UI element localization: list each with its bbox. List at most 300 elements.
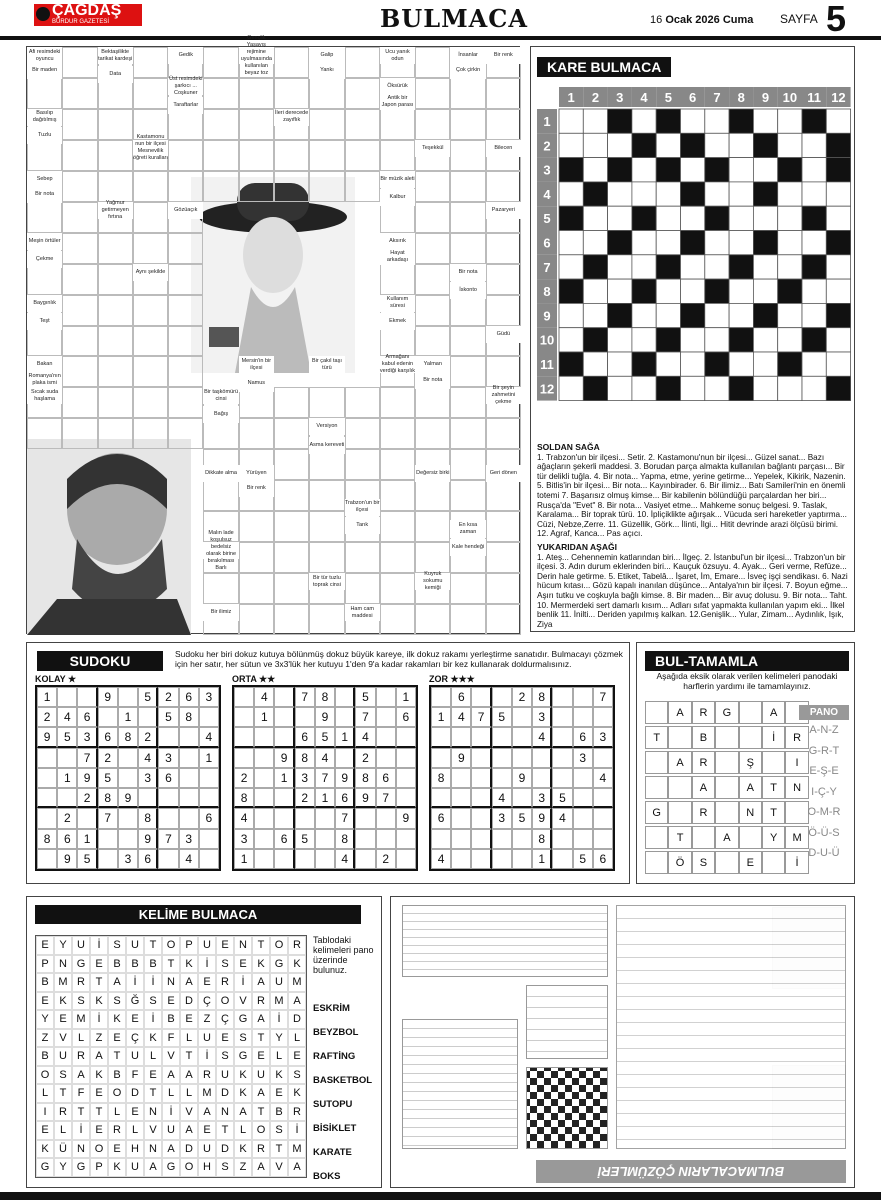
kare-cell[interactable] bbox=[705, 255, 729, 279]
sudoku-cell[interactable] bbox=[57, 788, 77, 808]
crossword-cell[interactable] bbox=[380, 387, 415, 418]
sudoku-cell[interactable]: 2 bbox=[37, 707, 57, 727]
bul-tamamla-cell[interactable]: İ bbox=[785, 851, 808, 874]
crossword-cell[interactable] bbox=[133, 47, 168, 78]
kelime-letter-cell[interactable]: K bbox=[234, 1084, 252, 1103]
crossword-cell[interactable] bbox=[133, 233, 168, 264]
kelime-letter-cell[interactable]: D bbox=[288, 1010, 306, 1029]
crossword-cell[interactable] bbox=[450, 356, 485, 387]
kelime-letter-cell[interactable]: T bbox=[144, 936, 162, 955]
sudoku-cell[interactable]: 4 bbox=[552, 808, 572, 828]
kare-cell[interactable] bbox=[656, 352, 680, 376]
crossword-cell[interactable] bbox=[239, 573, 274, 604]
kelime-letter-cell[interactable]: N bbox=[72, 1140, 90, 1159]
kelime-letter-cell[interactable]: N bbox=[162, 973, 180, 992]
kelime-letter-cell[interactable]: K bbox=[234, 1066, 252, 1085]
crossword-cell[interactable] bbox=[98, 233, 133, 264]
kelime-letter-cell[interactable]: T bbox=[162, 955, 180, 974]
kelime-letter-cell[interactable]: S bbox=[144, 992, 162, 1011]
sudoku-cell[interactable] bbox=[492, 727, 512, 747]
crossword-cell[interactable] bbox=[274, 449, 309, 480]
kelime-letter-cell[interactable]: H bbox=[198, 1158, 216, 1177]
crossword-cell[interactable] bbox=[203, 480, 238, 511]
sudoku-cell[interactable] bbox=[471, 829, 491, 849]
sudoku-cell[interactable]: 5 bbox=[77, 849, 97, 869]
sudoku-cell[interactable]: 9 bbox=[315, 707, 335, 727]
crossword-cell[interactable] bbox=[450, 387, 485, 418]
sudoku-cell[interactable] bbox=[396, 829, 416, 849]
kelime-letter-cell[interactable]: T bbox=[252, 1029, 270, 1048]
crossword-cell[interactable] bbox=[450, 109, 485, 140]
sudoku-cell[interactable] bbox=[593, 829, 613, 849]
kelime-letter-cell[interactable]: K bbox=[288, 1084, 306, 1103]
sudoku-cell[interactable]: 5 bbox=[98, 768, 118, 788]
sudoku-cell[interactable]: 3 bbox=[138, 768, 158, 788]
kelime-letter-cell[interactable]: V bbox=[234, 992, 252, 1011]
kare-cell[interactable] bbox=[656, 182, 680, 206]
sudoku-cell[interactable] bbox=[376, 748, 396, 768]
crossword-cell[interactable] bbox=[274, 418, 309, 449]
kare-cell[interactable] bbox=[608, 376, 632, 400]
crossword-cell[interactable] bbox=[133, 171, 168, 202]
sudoku-cell[interactable] bbox=[254, 768, 274, 788]
bul-tamamla-cell[interactable]: E bbox=[739, 851, 762, 874]
kelime-letter-cell[interactable]: U bbox=[126, 1158, 144, 1177]
kare-cell[interactable] bbox=[778, 328, 802, 352]
kelime-letter-cell[interactable]: O bbox=[108, 1084, 126, 1103]
kelime-letter-cell[interactable]: B bbox=[36, 973, 54, 992]
sudoku-cell[interactable]: 6 bbox=[98, 727, 118, 747]
sudoku-cell[interactable]: 7 bbox=[295, 687, 315, 707]
kelime-letter-cell[interactable]: İ bbox=[90, 936, 108, 955]
kelime-letter-cell[interactable]: B bbox=[108, 1066, 126, 1085]
bul-tamamla-cell[interactable]: A bbox=[739, 776, 762, 799]
kelime-letter-cell[interactable]: T bbox=[90, 1103, 108, 1122]
sudoku-cell[interactable] bbox=[199, 768, 219, 788]
sudoku-cell[interactable]: 1 bbox=[37, 687, 57, 707]
sudoku-cell[interactable] bbox=[471, 748, 491, 768]
sudoku-cell[interactable]: 1 bbox=[431, 707, 451, 727]
bul-tamamla-cell[interactable]: S bbox=[692, 851, 715, 874]
kelime-letter-cell[interactable]: İ bbox=[270, 1010, 288, 1029]
sudoku-cell[interactable] bbox=[376, 687, 396, 707]
kelime-letter-cell[interactable]: B bbox=[144, 955, 162, 974]
crossword-cell[interactable] bbox=[27, 264, 62, 295]
kare-cell[interactable] bbox=[681, 158, 705, 182]
kelime-letter-cell[interactable]: A bbox=[288, 1158, 306, 1177]
kelime-letter-cell[interactable]: U bbox=[216, 1066, 234, 1085]
kelime-letter-cell[interactable]: Ç bbox=[198, 992, 216, 1011]
crossword-cell[interactable] bbox=[98, 171, 133, 202]
sudoku-cell[interactable]: 3 bbox=[593, 727, 613, 747]
crossword-cell[interactable] bbox=[27, 326, 62, 357]
kare-cell[interactable] bbox=[681, 206, 705, 230]
crossword-cell[interactable] bbox=[345, 418, 380, 449]
kelime-letter-cell[interactable]: R bbox=[252, 1140, 270, 1159]
crossword-cell[interactable] bbox=[486, 233, 521, 264]
sudoku-cell[interactable] bbox=[98, 829, 118, 849]
sudoku-cell[interactable]: 9 bbox=[77, 768, 97, 788]
crossword-cell[interactable] bbox=[415, 418, 450, 449]
kare-cell[interactable] bbox=[656, 303, 680, 327]
bul-tamamla-cell[interactable]: A bbox=[692, 776, 715, 799]
kelime-letter-cell[interactable]: E bbox=[216, 1029, 234, 1048]
sudoku-cell[interactable]: 2 bbox=[512, 687, 532, 707]
kelime-letter-cell[interactable]: T bbox=[180, 1047, 198, 1066]
sudoku-cell[interactable]: 7 bbox=[376, 788, 396, 808]
kelime-letter-cell[interactable]: G bbox=[270, 955, 288, 974]
sudoku-cell[interactable]: 6 bbox=[158, 768, 178, 788]
kelime-letter-cell[interactable]: R bbox=[216, 973, 234, 992]
bul-tamamla-cell[interactable]: N bbox=[785, 776, 808, 799]
sudoku-cell[interactable]: 5 bbox=[315, 727, 335, 747]
kelime-letter-cell[interactable]: M bbox=[72, 1010, 90, 1029]
crossword-cell[interactable] bbox=[168, 233, 203, 264]
crossword-cell[interactable] bbox=[486, 295, 521, 326]
sudoku-cell[interactable] bbox=[274, 707, 294, 727]
sudoku-cell[interactable] bbox=[593, 788, 613, 808]
sudoku-cell[interactable] bbox=[552, 849, 572, 869]
sudoku-cell[interactable] bbox=[158, 808, 178, 828]
crossword-cell[interactable] bbox=[486, 171, 521, 202]
kelime-letter-cell[interactable]: A bbox=[234, 1103, 252, 1122]
crossword-cell[interactable] bbox=[98, 356, 133, 387]
kare-cell[interactable] bbox=[705, 133, 729, 157]
kelime-letter-cell[interactable]: V bbox=[270, 1158, 288, 1177]
kelime-letter-cell[interactable]: V bbox=[54, 1029, 72, 1048]
crossword-cell[interactable] bbox=[98, 109, 133, 140]
kare-cell[interactable] bbox=[705, 231, 729, 255]
crossword-cell[interactable] bbox=[415, 47, 450, 78]
crossword-cell[interactable] bbox=[62, 356, 97, 387]
bul-tamamla-cell[interactable]: I bbox=[785, 751, 808, 774]
kare-cell[interactable] bbox=[632, 328, 656, 352]
crossword-cell[interactable] bbox=[309, 140, 344, 171]
crossword-cell[interactable] bbox=[380, 202, 415, 233]
sudoku-cell[interactable] bbox=[37, 788, 57, 808]
kelime-letter-cell[interactable]: M bbox=[198, 1084, 216, 1103]
crossword-cell[interactable] bbox=[380, 573, 415, 604]
sudoku-cell[interactable]: 6 bbox=[179, 687, 199, 707]
crossword-cell[interactable] bbox=[415, 480, 450, 511]
crossword-cell[interactable] bbox=[168, 264, 203, 295]
kelime-letter-cell[interactable]: F bbox=[72, 1084, 90, 1103]
kelime-letter-cell[interactable]: S bbox=[234, 1029, 252, 1048]
sudoku-cell[interactable] bbox=[492, 687, 512, 707]
kelime-letter-cell[interactable]: E bbox=[36, 1121, 54, 1140]
crossword-cell[interactable] bbox=[486, 264, 521, 295]
sudoku-cell[interactable]: 6 bbox=[295, 727, 315, 747]
kare-cell[interactable] bbox=[632, 255, 656, 279]
kare-cell[interactable] bbox=[583, 206, 607, 230]
sudoku-cell[interactable]: 3 bbox=[295, 768, 315, 788]
kelime-letter-cell[interactable]: P bbox=[90, 1158, 108, 1177]
crossword-cell[interactable] bbox=[239, 140, 274, 171]
kelime-letter-cell[interactable]: İ bbox=[162, 1103, 180, 1122]
crossword-cell[interactable] bbox=[486, 573, 521, 604]
kelime-letter-cell[interactable]: A bbox=[108, 973, 126, 992]
kare-cell[interactable] bbox=[632, 182, 656, 206]
crossword-cell[interactable] bbox=[239, 109, 274, 140]
kare-cell[interactable] bbox=[681, 328, 705, 352]
kare-cell[interactable] bbox=[705, 328, 729, 352]
kelime-letter-cell[interactable]: M bbox=[288, 1140, 306, 1159]
kare-cell[interactable] bbox=[753, 328, 777, 352]
bul-tamamla-cell[interactable]: T bbox=[762, 776, 785, 799]
crossword-cell[interactable] bbox=[309, 387, 344, 418]
crossword-cell[interactable] bbox=[309, 604, 344, 635]
sudoku-cell[interactable]: 8 bbox=[179, 707, 199, 727]
kare-cell[interactable] bbox=[753, 255, 777, 279]
crossword-cell[interactable] bbox=[309, 542, 344, 573]
kelime-letter-cell[interactable]: G bbox=[72, 1158, 90, 1177]
kare-cell[interactable] bbox=[729, 303, 753, 327]
crossword-cell[interactable] bbox=[415, 202, 450, 233]
crossword-cell[interactable] bbox=[62, 326, 97, 357]
crossword-cell[interactable] bbox=[309, 78, 344, 109]
sudoku-cell[interactable]: 6 bbox=[138, 849, 158, 869]
kare-cell[interactable] bbox=[705, 303, 729, 327]
kelime-letter-cell[interactable]: U bbox=[270, 973, 288, 992]
crossword-cell[interactable] bbox=[62, 78, 97, 109]
sudoku-cell[interactable] bbox=[118, 748, 138, 768]
kelime-letter-cell[interactable]: İ bbox=[90, 1010, 108, 1029]
bul-tamamla-cell[interactable] bbox=[715, 726, 738, 749]
sudoku-cell[interactable]: 9 bbox=[355, 788, 375, 808]
crossword-cell[interactable] bbox=[415, 387, 450, 418]
crossword-cell[interactable] bbox=[274, 47, 309, 78]
crossword-cell[interactable] bbox=[239, 511, 274, 542]
kelime-letter-cell[interactable]: L bbox=[234, 1121, 252, 1140]
sudoku-cell[interactable] bbox=[179, 808, 199, 828]
kare-cell[interactable] bbox=[753, 206, 777, 230]
sudoku-cell[interactable]: 6 bbox=[274, 829, 294, 849]
crossword-cell[interactable] bbox=[380, 604, 415, 635]
kelime-letter-cell[interactable]: G bbox=[162, 1158, 180, 1177]
kelime-letter-cell[interactable]: T bbox=[54, 1084, 72, 1103]
kelime-letter-cell[interactable]: L bbox=[144, 1047, 162, 1066]
crossword-cell[interactable] bbox=[168, 356, 203, 387]
sudoku-cell[interactable] bbox=[451, 849, 471, 869]
sudoku-cell[interactable]: 3 bbox=[492, 808, 512, 828]
kelime-letter-cell[interactable]: F bbox=[126, 1066, 144, 1085]
crossword-cell[interactable] bbox=[486, 109, 521, 140]
kelime-letter-cell[interactable]: K bbox=[180, 955, 198, 974]
kelime-letter-cell[interactable]: U bbox=[54, 1047, 72, 1066]
sudoku-cell[interactable]: 4 bbox=[138, 748, 158, 768]
kare-cell[interactable] bbox=[608, 182, 632, 206]
sudoku-cell[interactable] bbox=[98, 707, 118, 727]
crossword-cell[interactable] bbox=[345, 109, 380, 140]
crossword-cell[interactable] bbox=[450, 171, 485, 202]
sudoku-cell[interactable] bbox=[376, 727, 396, 747]
sudoku-cell[interactable]: 5 bbox=[57, 727, 77, 747]
sudoku-cell[interactable]: 8 bbox=[98, 788, 118, 808]
sudoku-cell[interactable] bbox=[199, 788, 219, 808]
crossword-cell[interactable] bbox=[486, 78, 521, 109]
sudoku-cell[interactable] bbox=[593, 707, 613, 727]
kelime-letter-cell[interactable]: D bbox=[216, 1140, 234, 1159]
kare-cell[interactable] bbox=[681, 279, 705, 303]
kelime-letter-cell[interactable]: M bbox=[270, 992, 288, 1011]
bul-tamamla-cell[interactable]: G bbox=[715, 701, 738, 724]
sudoku-cell[interactable]: 8 bbox=[315, 687, 335, 707]
sudoku-cell[interactable]: 4 bbox=[355, 727, 375, 747]
sudoku-cell[interactable]: 6 bbox=[376, 768, 396, 788]
kelime-letter-cell[interactable]: U bbox=[72, 936, 90, 955]
kelime-letter-cell[interactable]: M bbox=[54, 973, 72, 992]
sudoku-cell[interactable] bbox=[57, 748, 77, 768]
sudoku-cell[interactable] bbox=[179, 748, 199, 768]
kare-cell[interactable] bbox=[681, 376, 705, 400]
bul-tamamla-cell[interactable]: Y bbox=[762, 826, 785, 849]
sudoku-cell[interactable] bbox=[573, 687, 593, 707]
kare-cell[interactable] bbox=[729, 352, 753, 376]
kare-cell[interactable] bbox=[802, 279, 826, 303]
kare-cell[interactable] bbox=[559, 133, 583, 157]
bul-tamamla-cell[interactable] bbox=[715, 776, 738, 799]
bul-tamamla-cell[interactable]: A bbox=[762, 701, 785, 724]
kelime-letter-cell[interactable]: R bbox=[72, 1047, 90, 1066]
sudoku-cell[interactable] bbox=[254, 748, 274, 768]
kelime-letter-cell[interactable]: İ bbox=[198, 1047, 216, 1066]
bul-tamamla-cell[interactable]: A bbox=[668, 751, 691, 774]
sudoku-cell[interactable]: 2 bbox=[98, 748, 118, 768]
sudoku-cell[interactable] bbox=[451, 808, 471, 828]
sudoku-cell[interactable] bbox=[158, 849, 178, 869]
bul-tamamla-cell[interactable] bbox=[739, 726, 762, 749]
kelime-letter-cell[interactable]: A bbox=[162, 1066, 180, 1085]
bul-tamamla-cell[interactable]: T bbox=[668, 826, 691, 849]
sudoku-cell[interactable]: 8 bbox=[37, 829, 57, 849]
kelime-letter-cell[interactable]: Z bbox=[36, 1029, 54, 1048]
kare-cell[interactable] bbox=[632, 158, 656, 182]
crossword-cell[interactable] bbox=[168, 418, 203, 449]
sudoku-cell[interactable]: 4 bbox=[57, 707, 77, 727]
kelime-letter-cell[interactable]: E bbox=[288, 1047, 306, 1066]
kelime-letter-cell[interactable]: K bbox=[144, 1029, 162, 1048]
sudoku-cell[interactable] bbox=[471, 849, 491, 869]
sudoku-cell[interactable]: 7 bbox=[315, 768, 335, 788]
crossword-cell[interactable] bbox=[239, 387, 274, 418]
kelime-letter-cell[interactable]: E bbox=[198, 1121, 216, 1140]
sudoku-cell[interactable] bbox=[492, 748, 512, 768]
kelime-letter-cell[interactable]: T bbox=[144, 1084, 162, 1103]
kelime-letter-cell[interactable]: D bbox=[180, 992, 198, 1011]
crossword-cell[interactable] bbox=[380, 511, 415, 542]
sudoku-cell[interactable] bbox=[158, 727, 178, 747]
kare-cell[interactable] bbox=[583, 279, 607, 303]
kelime-letter-cell[interactable]: A bbox=[252, 1084, 270, 1103]
sudoku-cell[interactable] bbox=[396, 768, 416, 788]
kelime-letter-cell[interactable]: İ bbox=[144, 973, 162, 992]
sudoku-cell[interactable]: 5 bbox=[158, 707, 178, 727]
kelime-letter-cell[interactable]: Z bbox=[234, 1158, 252, 1177]
kelime-letter-cell[interactable]: N bbox=[144, 1140, 162, 1159]
sudoku-cell[interactable] bbox=[552, 829, 572, 849]
kelime-letter-cell[interactable]: A bbox=[72, 1066, 90, 1085]
sudoku-cell[interactable]: 7 bbox=[593, 687, 613, 707]
crossword-cell[interactable] bbox=[168, 295, 203, 326]
bul-tamamla-cell[interactable] bbox=[645, 751, 668, 774]
sudoku-cell[interactable] bbox=[315, 849, 335, 869]
kare-cell[interactable] bbox=[778, 182, 802, 206]
sudoku-cell[interactable] bbox=[254, 788, 274, 808]
kare-cell[interactable] bbox=[583, 303, 607, 327]
crossword-cell[interactable] bbox=[62, 171, 97, 202]
sudoku-cell[interactable]: 7 bbox=[355, 707, 375, 727]
sudoku-cell[interactable] bbox=[512, 707, 532, 727]
kare-cell[interactable] bbox=[778, 231, 802, 255]
kelime-letter-cell[interactable]: G bbox=[234, 1010, 252, 1029]
sudoku-cell[interactable] bbox=[376, 808, 396, 828]
crossword-cell[interactable] bbox=[450, 480, 485, 511]
kare-cell[interactable] bbox=[802, 133, 826, 157]
sudoku-cell[interactable]: 9 bbox=[512, 768, 532, 788]
bul-tamamla-cell[interactable] bbox=[762, 851, 785, 874]
sudoku-cell[interactable]: 4 bbox=[451, 707, 471, 727]
kelime-letter-cell[interactable]: O bbox=[36, 1066, 54, 1085]
bul-tamamla-cell[interactable] bbox=[668, 776, 691, 799]
kelime-letter-cell[interactable]: G bbox=[36, 1158, 54, 1177]
crossword-cell[interactable] bbox=[380, 140, 415, 171]
sudoku-cell[interactable] bbox=[355, 849, 375, 869]
crossword-cell[interactable] bbox=[309, 109, 344, 140]
kare-cell[interactable] bbox=[778, 109, 802, 133]
bul-tamamla-cell[interactable] bbox=[762, 751, 785, 774]
kelime-letter-cell[interactable]: K bbox=[108, 1010, 126, 1029]
crossword-cell[interactable] bbox=[274, 387, 309, 418]
bul-tamamla-cell[interactable]: T bbox=[762, 801, 785, 824]
kare-cell[interactable] bbox=[559, 328, 583, 352]
kelime-letter-cell[interactable]: T bbox=[252, 936, 270, 955]
kelime-letter-cell[interactable]: İ bbox=[288, 1121, 306, 1140]
sudoku-cell[interactable] bbox=[37, 849, 57, 869]
sudoku-cell[interactable] bbox=[77, 687, 97, 707]
kelime-letter-cell[interactable]: V bbox=[144, 1121, 162, 1140]
kelime-letter-cell[interactable]: L bbox=[180, 1084, 198, 1103]
sudoku-cell[interactable]: 5 bbox=[138, 687, 158, 707]
kelime-letter-cell[interactable]: A bbox=[198, 1103, 216, 1122]
kelime-letter-cell[interactable]: O bbox=[90, 1140, 108, 1159]
sudoku-cell[interactable] bbox=[451, 788, 471, 808]
crossword-cell[interactable] bbox=[380, 418, 415, 449]
sudoku-cell[interactable] bbox=[57, 687, 77, 707]
kelime-letter-cell[interactable]: T bbox=[108, 1047, 126, 1066]
sudoku-cell[interactable] bbox=[274, 687, 294, 707]
kelime-letter-cell[interactable]: N bbox=[144, 1103, 162, 1122]
crossword-cell[interactable] bbox=[62, 109, 97, 140]
sudoku-cell[interactable] bbox=[179, 727, 199, 747]
crossword-cell[interactable] bbox=[27, 202, 62, 233]
kelime-letter-cell[interactable]: N bbox=[234, 936, 252, 955]
crossword-cell[interactable] bbox=[450, 326, 485, 357]
sudoku-cell[interactable] bbox=[512, 829, 532, 849]
kelime-letter-cell[interactable]: E bbox=[90, 1084, 108, 1103]
sudoku-cell[interactable] bbox=[431, 748, 451, 768]
bul-tamamla-cell[interactable] bbox=[739, 826, 762, 849]
kelime-letter-cell[interactable]: B bbox=[36, 1047, 54, 1066]
crossword-cell[interactable] bbox=[203, 47, 238, 78]
crossword-cell[interactable] bbox=[345, 573, 380, 604]
kelime-letter-cell[interactable]: P bbox=[36, 955, 54, 974]
sudoku-cell[interactable]: 2 bbox=[138, 727, 158, 747]
sudoku-cell[interactable]: 8 bbox=[355, 768, 375, 788]
bul-tamamla-cell[interactable]: A bbox=[668, 701, 691, 724]
kelime-letter-cell[interactable]: R bbox=[108, 1121, 126, 1140]
crossword-cell[interactable] bbox=[274, 78, 309, 109]
sudoku-cell[interactable] bbox=[179, 768, 199, 788]
